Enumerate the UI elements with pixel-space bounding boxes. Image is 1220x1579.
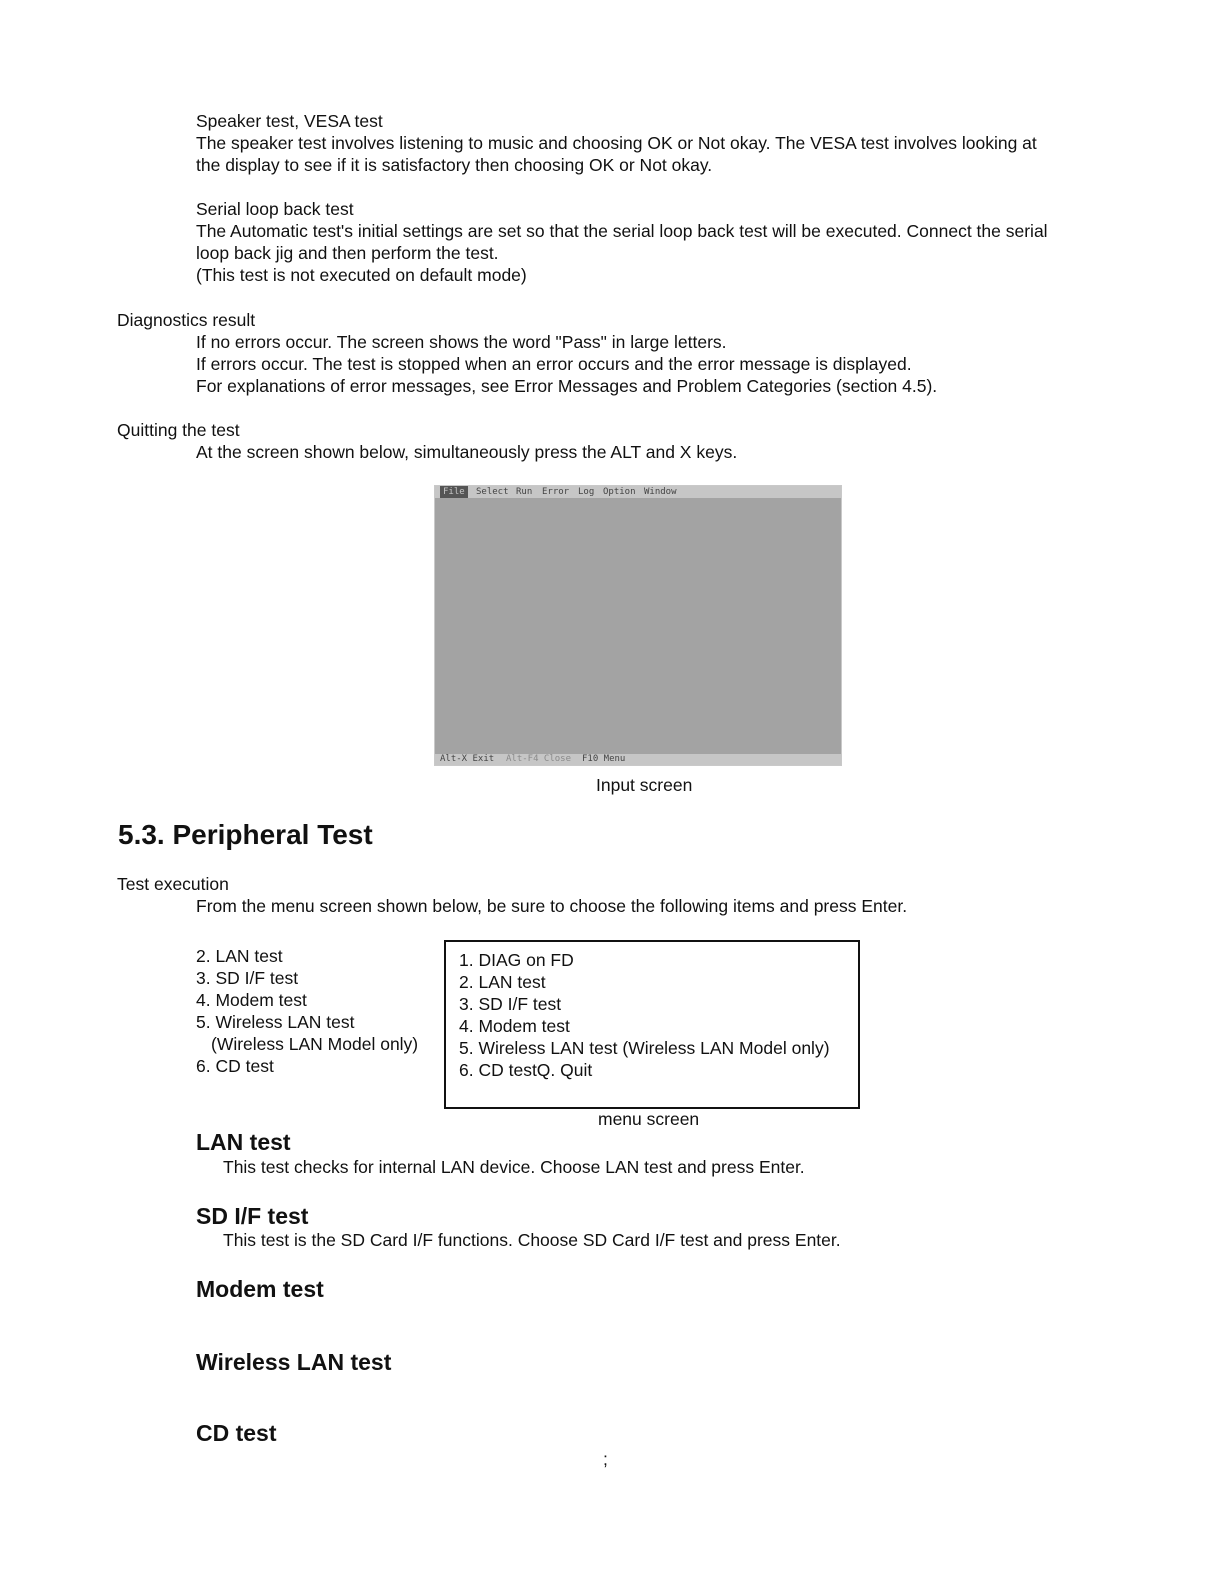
serial-loop-body-3: (This test is not executed on default mode): [196, 265, 527, 285]
choose-item: 6. CD test: [196, 1056, 274, 1076]
quitting-body: At the screen shown below, simultaneously press the ALT and X keys.: [196, 442, 738, 462]
diagnostics-result-line: If errors occur. The test is stopped when an error occurs and the error message is displayed.: [196, 354, 912, 374]
test-execution-title: Test execution: [117, 874, 229, 894]
dos-menubar: [435, 486, 841, 498]
choose-item: 3. SD I/F test: [196, 968, 299, 988]
dos-status-exit: Alt-X Exit: [440, 754, 495, 764]
menu-item: 4. Modem test: [459, 1016, 570, 1036]
cd-test-heading: CD test: [196, 1420, 277, 1446]
input-screen-caption: Input screen: [596, 775, 693, 795]
lan-test-heading: LAN test: [196, 1129, 291, 1155]
dos-menu-run: Run: [516, 487, 533, 497]
dos-status-close: Alt-F4 Close: [506, 754, 572, 764]
serial-loop-body-2: loop back jig and then perform the test.: [196, 243, 499, 263]
section-heading: 5.3. Peripheral Test: [118, 819, 373, 850]
footer-mark: ;: [603, 1449, 608, 1469]
speaker-vesa-body-1: The speaker test involves listening to music and choosing OK or Not okay. The VESA test involves looking at: [196, 133, 1037, 153]
serial-loop-body-1: The Automatic test's initial settings are set so that the serial loop back test will be executed. Connect the serial: [196, 221, 1048, 241]
dos-menu-option: Option: [603, 487, 636, 497]
menu-screen-box: [444, 940, 860, 1109]
menu-item: 2. LAN test: [459, 972, 546, 992]
dos-status-menu: F10 Menu: [582, 754, 626, 764]
dos-menu-window: Window: [644, 487, 677, 497]
dos-status-bar: [435, 754, 841, 765]
test-execution-body: From the menu screen shown below, be sure to choose the following items and press Enter.: [196, 896, 908, 916]
wireless-lan-test-heading: Wireless LAN test: [196, 1349, 392, 1375]
choose-item-note: (Wireless LAN Model only): [211, 1034, 419, 1054]
dos-menu-file: File: [440, 486, 468, 498]
choose-item: 4. Modem test: [196, 990, 307, 1010]
diagnostics-result-title: Diagnostics result: [117, 310, 256, 330]
diagnostics-result-line: For explanations of error messages, see Error Messages and Problem Categories (section 4.5).: [196, 376, 938, 396]
speaker-vesa-title: Speaker test, VESA test: [196, 111, 383, 131]
diagnostics-result-line: If no errors occur. The screen shows the word "Pass" in large letters.: [196, 332, 727, 352]
sd-test-heading: SD I/F test: [196, 1203, 309, 1229]
dos-menu-error: Error: [542, 487, 570, 497]
choose-item: 2. LAN test: [196, 946, 283, 966]
modem-test-heading: Modem test: [196, 1276, 324, 1302]
speaker-vesa-body-2: the display to see if it is satisfactory then choosing OK or Not okay.: [196, 155, 713, 175]
dos-menu-log: Log: [578, 487, 595, 497]
serial-loop-title: Serial loop back test: [196, 199, 354, 219]
menu-screen-caption: menu screen: [598, 1109, 700, 1129]
quitting-title: Quitting the test: [117, 420, 240, 440]
sd-test-body: This test is the SD Card I/F functions. Choose SD Card I/F test and press Enter.: [223, 1230, 841, 1250]
menu-item: 5. Wireless LAN test (Wireless LAN Model only): [459, 1038, 830, 1058]
menu-item: 1. DIAG on FD: [459, 950, 574, 970]
menu-item: 3. SD I/F test: [459, 994, 562, 1014]
lan-test-body: This test checks for internal LAN device. Choose LAN test and press Enter.: [223, 1157, 805, 1177]
input-screen-image: [434, 485, 842, 766]
menu-item: 6. CD testQ. Quit: [459, 1060, 593, 1080]
choose-item: 5. Wireless LAN test: [196, 1012, 355, 1032]
dos-menu-select: Select: [476, 487, 509, 497]
